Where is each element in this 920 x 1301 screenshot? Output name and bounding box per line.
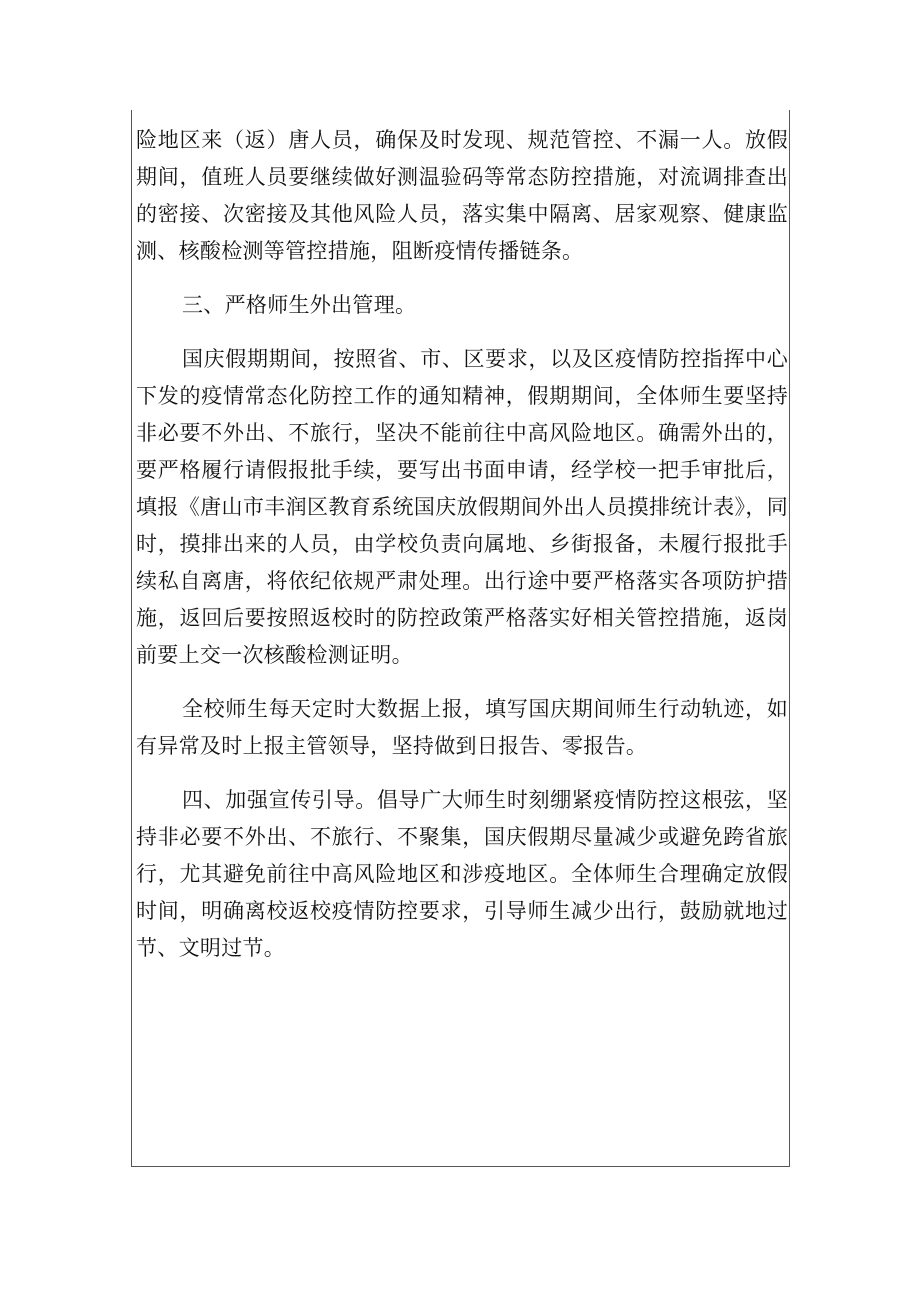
paragraph-continuation: 险地区来（返）唐人员，确保及时发现、规范管控、不漏一人。放假期间，值班人员要继续做好测温验码等常态防控措施，对流调排查出的密接、次密接及其他风险人员，落实集中隔离、居家观察、健康监测、核酸检测等管控措施，阻断疫情传播链条。 — [136, 128, 788, 263]
section-four-publicity-guidance: 四、加强宣传引导。倡导广大师生时刻绷紧疫情防控这根弦，坚持非必要不外出、不旅行、不聚集，国庆假期尽量减少或避免跨省旅行，尤其避免前往中高风险地区和涉疫地区。全体师生合理确定放假时间，明确离校返校疫情防控要求，引导师生减少出行，鼓励就地过节、文明过节。 — [136, 788, 788, 960]
section-heading-three: 三、严格师生外出管理。 — [182, 293, 417, 317]
paragraph-travel-management: 国庆假期期间，按照省、市、区要求，以及区疫情防控指挥中心下发的疫情常态化防控工作的通知精神，假期期间，全体师生要坚持非必要不外出、不旅行，坚决不能前往中高风险地区。确需外出的，要严格履行请假报批手续，要写出书面申请，经学校一把手审批后，填报《唐山市丰润区教育系统国庆放假期间外出人员摸排统计表》，同时，摸排出来的人员，由学校负责向属地、乡街报备，未履行报批手续私自离唐，将依纪依规严肃处理。出行途中要严格落实各项防护措施，返回后要按照返校时的防控政策严格落实好相关管控措施，返岗前要上交一次核酸检测证明。 — [136, 347, 788, 667]
document-body — [136, 122, 788, 967]
paragraph-daily-reporting: 全校师生每天定时大数据上报，填写国庆期间师生行动轨迹，如有异常及时上报主管领导，坚持做到日报告、零报告。 — [136, 697, 788, 758]
